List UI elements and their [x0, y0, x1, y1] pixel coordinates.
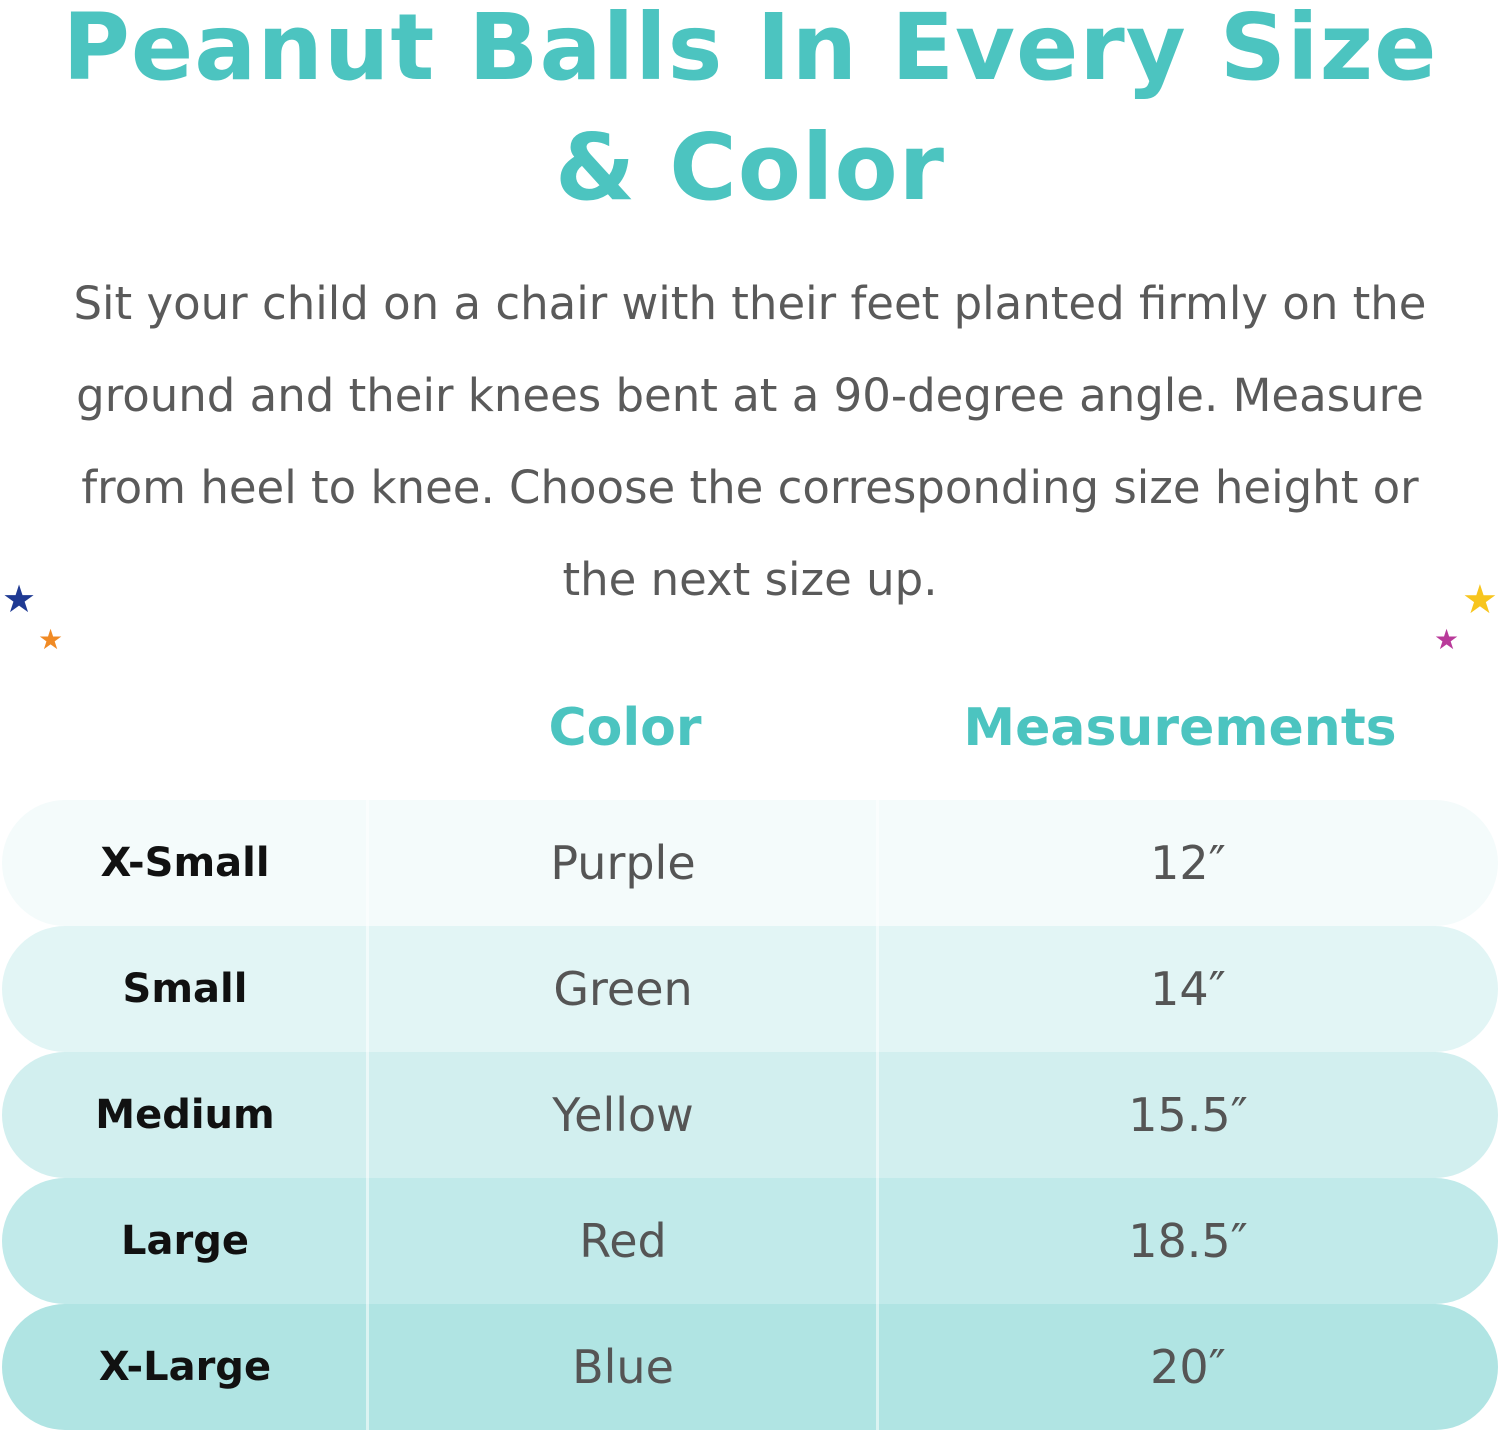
sizing-instructions: Sit your child on a chair with their feet planted firmly on the ground and their knees bent at a 90-degree angle. Measure from heel to knee. Choose the corresponding size height or the next size up.: [73, 277, 1427, 606]
size-cell: X-Large: [98, 1344, 272, 1390]
measurement-cell: 15.5″: [1128, 1088, 1248, 1142]
star-magenta-icon: ★: [1434, 623, 1460, 656]
color-cell: Green: [553, 962, 693, 1016]
column-header-measurements: Measurements: [963, 698, 1397, 758]
color-cell: Blue: [572, 1340, 674, 1394]
star-orange-icon: ★: [38, 623, 64, 656]
table-row: [2, 1304, 1498, 1430]
table-row: [2, 926, 1498, 1052]
table-row: [2, 1178, 1498, 1304]
star-navy-icon: ★: [2, 577, 37, 621]
measurement-cell: 12″: [1150, 836, 1226, 890]
column-divider: [366, 800, 369, 1430]
size-cell: X-Small: [100, 840, 270, 886]
measurement-cell: 14″: [1150, 962, 1226, 1016]
size-chart-table: [2, 800, 1498, 1430]
measurement-cell: 18.5″: [1128, 1214, 1248, 1268]
column-divider: [876, 800, 879, 1430]
size-cell: Medium: [95, 1092, 275, 1138]
measurement-cell: 20″: [1150, 1340, 1226, 1394]
size-cell: Small: [122, 966, 248, 1012]
color-cell: Red: [579, 1214, 667, 1268]
star-yellow-icon: ★: [1462, 577, 1498, 623]
page-title: [0, 0, 1500, 228]
page-title-line-1: Peanut Balls In Every Size: [62, 0, 1438, 101]
color-cell: Yellow: [552, 1088, 694, 1142]
column-header-color: Color: [548, 698, 702, 758]
size-cell: Large: [121, 1218, 249, 1264]
table-row: [2, 1052, 1498, 1178]
page-title-line-2: & Color: [554, 114, 946, 221]
table-row: [2, 800, 1498, 926]
color-cell: Purple: [550, 836, 696, 890]
